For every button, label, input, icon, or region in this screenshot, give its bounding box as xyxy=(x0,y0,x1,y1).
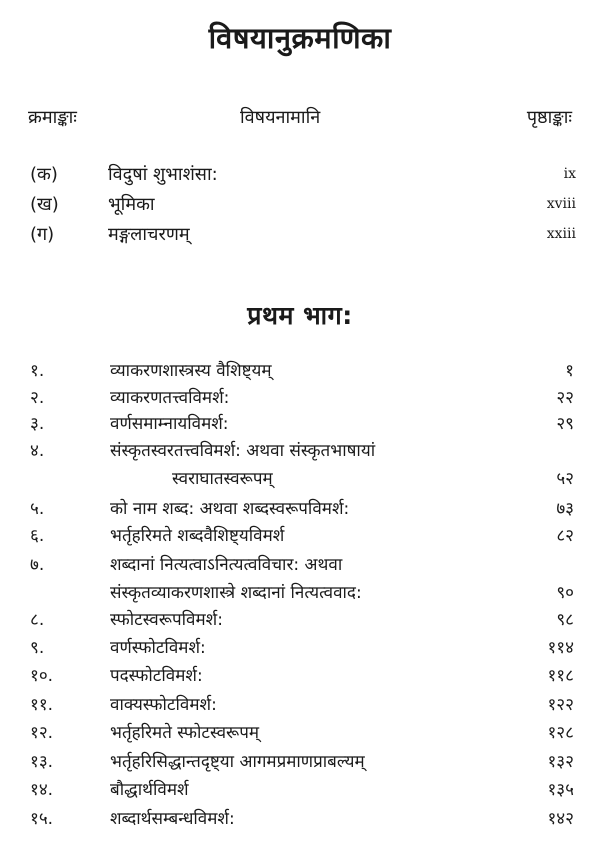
chapter-page: १२२ xyxy=(547,695,574,715)
chapter-title: शब्दानां नित्यत्वाऽनित्यत्वविचार: अथवा xyxy=(110,555,343,575)
chapter-title: संस्कृतस्वरतत्त्वविमर्श: अथवा संस्कृतभाषायां xyxy=(110,441,376,461)
chapter-page: ११८ xyxy=(547,666,574,686)
chapter-number: १. xyxy=(30,361,45,381)
chapter-title-cont: संस्कृतव्याकरणशास्त्रे शब्दानां नित्यत्ववाद: xyxy=(110,583,362,603)
chapter-title: पदस्फोटविमर्श: xyxy=(110,666,203,686)
header-page: पृष्ठाङ्काः xyxy=(526,107,572,128)
chapter-page: ११४ xyxy=(547,638,574,658)
prelim-title: भूमिका xyxy=(108,194,155,215)
chapter-page: १४२ xyxy=(547,809,574,829)
prelim-row xyxy=(0,162,600,190)
chapter-title: वर्णसमाम्नायविमर्श: xyxy=(110,414,229,434)
chapter-number: ९. xyxy=(30,638,45,658)
header-serial: क्रमाङ्काः xyxy=(28,107,77,128)
prelim-title: विदुषां शुभाशंसा: xyxy=(108,164,218,185)
chapter-page: ७३ xyxy=(556,499,574,519)
chapter-number: २. xyxy=(30,388,45,408)
chapter-page: ८२ xyxy=(556,526,574,546)
chapter-number: ६. xyxy=(30,526,45,546)
prelim-page: xxiii xyxy=(546,226,576,242)
part-title: प्रथम भाग: xyxy=(247,301,353,330)
prelim-title: मङ्गलाचरणम् xyxy=(108,224,190,245)
chapter-title: भर्तृहरिसिद्धान्तदृष्ट्या आगमप्रमाणप्राबल्यम् xyxy=(110,752,365,772)
prelim-label: (ग) xyxy=(30,224,55,245)
chapter-title: वाक्यस्फोटविमर्श: xyxy=(110,695,217,715)
chapter-number: ३. xyxy=(30,414,45,434)
chapter-number: ८. xyxy=(30,610,45,630)
chapter-page: १२८ xyxy=(547,723,574,743)
chapter-number: १५. xyxy=(30,809,54,829)
prelim-row xyxy=(0,222,600,250)
chapter-title: भर्तृहरिमते शब्दवैशिष्ट्यविमर्श xyxy=(110,526,285,546)
chapter-page: १ xyxy=(565,361,574,381)
chapter-page: २९ xyxy=(556,414,574,434)
chapter-title: बौद्धार्थविमर्श xyxy=(110,780,189,800)
chapter-number: १४. xyxy=(30,780,54,800)
chapter-title: व्याकरणतत्त्वविमर्श: xyxy=(110,388,230,408)
page-title: विषयानुक्रमणिका xyxy=(208,21,392,55)
chapter-number: १०. xyxy=(30,666,54,686)
chapter-number: १२. xyxy=(30,723,54,743)
chapter-number: ७. xyxy=(30,555,45,575)
chapter-page: १३२ xyxy=(547,752,574,772)
chapter-title: भर्तृहरिमते स्फोटस्वरूपम् xyxy=(110,723,260,743)
prelim-page: ix xyxy=(563,166,576,182)
chapter-title-cont: स्वराघातस्वरूपम् xyxy=(172,469,273,489)
chapter-title: को नाम शब्द: अथवा शब्दस्वरूपविमर्श: xyxy=(110,499,350,519)
chapter-page: ५२ xyxy=(556,469,574,489)
prelim-page: xviii xyxy=(546,196,576,212)
chapter-number: ४. xyxy=(30,441,45,461)
chapter-number: ११. xyxy=(30,695,54,715)
chapter-title: व्याकरणशास्त्रस्य वैशिष्ट्यम् xyxy=(110,361,272,381)
chapter-title: शब्दार्थसम्बन्धविमर्श: xyxy=(110,809,235,829)
chapter-page: ९८ xyxy=(556,610,574,630)
prelim-row xyxy=(0,192,600,220)
prelim-label: (ख) xyxy=(30,194,59,215)
header-topics: विषयनामानि xyxy=(240,107,321,128)
chapter-title: स्फोटस्वरूपविमर्श: xyxy=(110,610,223,630)
prelim-label: (क) xyxy=(30,164,58,185)
chapter-page: २२ xyxy=(556,388,574,408)
chapter-number: ५. xyxy=(30,499,45,519)
chapter-page: १३५ xyxy=(547,780,574,800)
chapter-number: १३. xyxy=(30,752,54,772)
chapter-page: ९० xyxy=(556,583,574,603)
chapter-title: वर्णस्फोटविमर्श: xyxy=(110,638,206,658)
